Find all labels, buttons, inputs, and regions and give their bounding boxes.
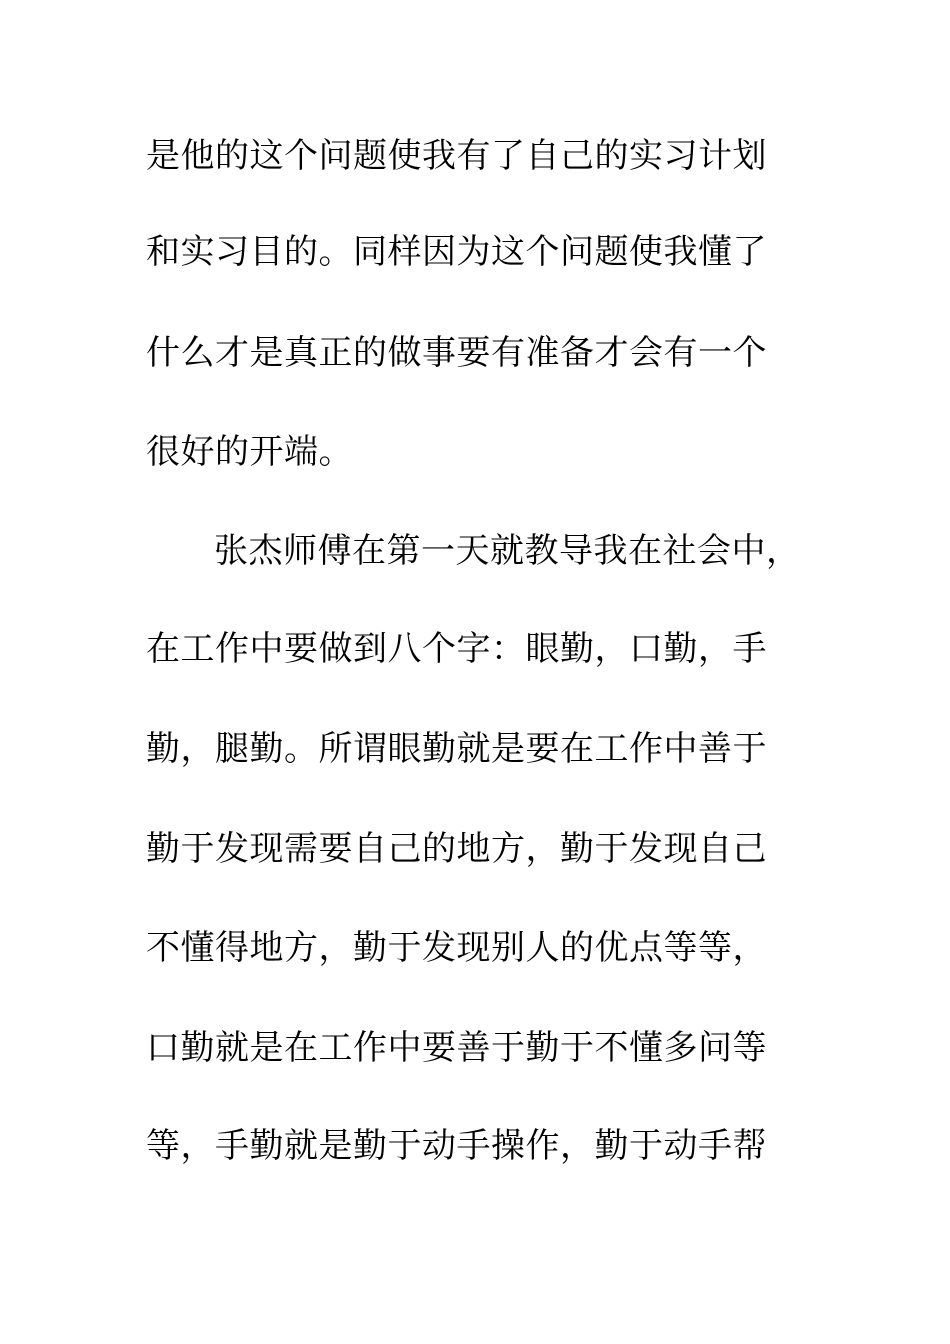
text-line: 是他的这个问题使我有了自己的实习计划: [146, 136, 767, 176]
text-line: 勤，腿勤。所谓眼勤就是要在工作中善于: [146, 729, 767, 769]
text-line: 不懂得地方，勤于发现别人的优点等等，: [146, 928, 767, 968]
text-line: 口勤就是在工作中要善于勤于不懂多问等: [146, 1028, 767, 1068]
text-line: 和实习目的。同样因为这个问题使我懂了: [146, 232, 767, 272]
text-line: 勤于发现需要自己的地方，勤于发现自己: [146, 829, 767, 869]
text-line: 很好的开端。: [146, 432, 353, 472]
text-line: 在工作中要做到八个字：眼勤，口勤，手: [146, 629, 767, 669]
text-line: 什么才是真正的做事要有准备才会有一个: [146, 333, 767, 373]
text-line: 等，手勤就是勤于动手操作，勤于动手帮: [146, 1126, 767, 1166]
paragraph-first-line: 张杰师傅在第一天就教导我在社会中，: [214, 531, 801, 571]
